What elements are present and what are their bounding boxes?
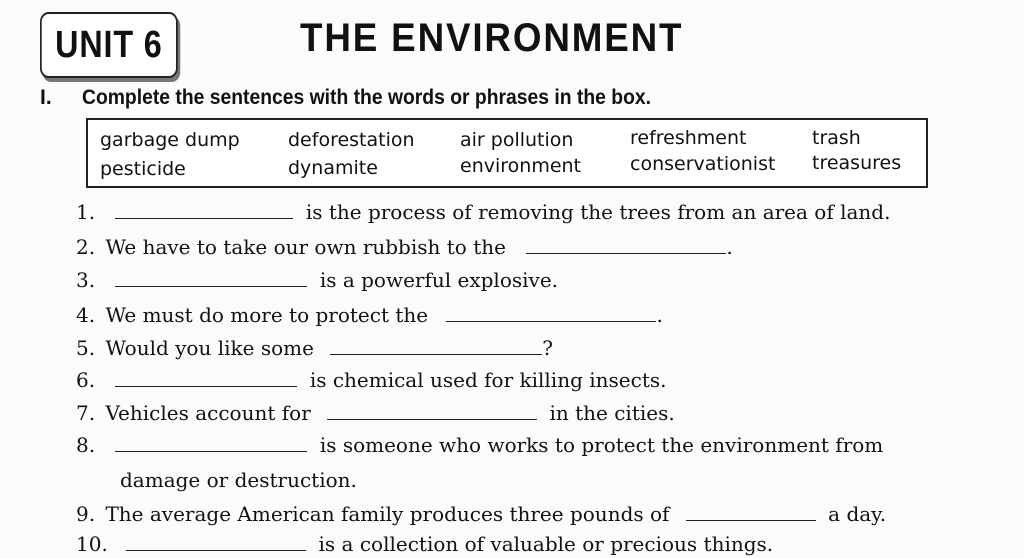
question-number: 7. xyxy=(76,401,96,425)
word-item: pesticide xyxy=(100,158,186,180)
unit-label: UNIT 6 xyxy=(40,12,178,78)
question-text: Vehicles account for xyxy=(105,401,311,425)
answer-blank[interactable] xyxy=(330,336,542,355)
word-item: air pollution xyxy=(460,129,574,151)
answer-blank[interactable] xyxy=(526,235,726,254)
question-item xyxy=(76,401,675,425)
word-item: treasures xyxy=(812,152,902,174)
question-number: 1. xyxy=(76,200,96,224)
word-item: conservationist xyxy=(630,153,776,175)
question-text: We must do more to protect the xyxy=(105,303,429,327)
word-item: dynamite xyxy=(288,157,378,179)
question-number: 4. xyxy=(76,303,96,327)
question-text-end: . xyxy=(656,303,663,327)
question-text: a day. xyxy=(828,502,887,526)
question-item xyxy=(76,200,890,224)
question-item xyxy=(76,268,558,292)
question-number: 5. xyxy=(76,336,96,360)
answer-blank[interactable] xyxy=(115,268,307,287)
question-item xyxy=(76,336,553,360)
question-text: is a collection of valuable or precious things. xyxy=(318,532,774,556)
question-number: 6. xyxy=(76,368,96,392)
word-item: deforestation xyxy=(288,129,415,151)
question-text: We have to take our own rubbish to the xyxy=(105,235,506,259)
word-item: refreshment xyxy=(630,127,747,149)
answer-blank[interactable] xyxy=(327,401,537,420)
question-text: is someone who works to protect the environment from xyxy=(319,433,884,457)
question-number: 10. xyxy=(76,532,108,556)
question-text: is chemical used for killing insects. xyxy=(309,368,667,392)
question-text: The average American family produces three pounds of xyxy=(105,502,670,526)
section-numeral: I. xyxy=(40,86,52,109)
question-item xyxy=(76,532,773,556)
question-text: in the cities. xyxy=(549,401,675,425)
word-item: garbage dump xyxy=(100,129,240,151)
section-instruction: Complete the sentences with the words or phrases in the box. xyxy=(82,86,651,109)
question-item xyxy=(76,368,666,392)
question-number: 3. xyxy=(76,268,96,292)
answer-blank[interactable] xyxy=(115,433,307,452)
question-number: 9. xyxy=(76,502,96,526)
question-text: Would you like some xyxy=(105,336,314,360)
question-number: 2. xyxy=(76,235,96,259)
question-continuation: damage or destruction. xyxy=(120,468,357,492)
question-item xyxy=(76,235,733,259)
question-item xyxy=(76,303,663,327)
question-text: is the process of removing the trees from an area of land. xyxy=(305,200,891,224)
page-title: THE ENVIRONMENT xyxy=(300,16,684,60)
answer-blank[interactable] xyxy=(126,532,306,551)
answer-blank[interactable] xyxy=(446,303,656,322)
answer-blank[interactable] xyxy=(686,502,816,521)
question-item xyxy=(76,433,883,457)
question-text-end: ? xyxy=(542,336,554,360)
question-text-end: . xyxy=(726,235,733,259)
word-item: environment xyxy=(460,155,582,177)
question-number: 8. xyxy=(76,433,96,457)
question-item xyxy=(76,502,886,526)
word-item: trash xyxy=(812,127,861,149)
answer-blank[interactable] xyxy=(115,200,293,219)
question-text: is a powerful explosive. xyxy=(319,268,559,292)
answer-blank[interactable] xyxy=(115,368,297,387)
